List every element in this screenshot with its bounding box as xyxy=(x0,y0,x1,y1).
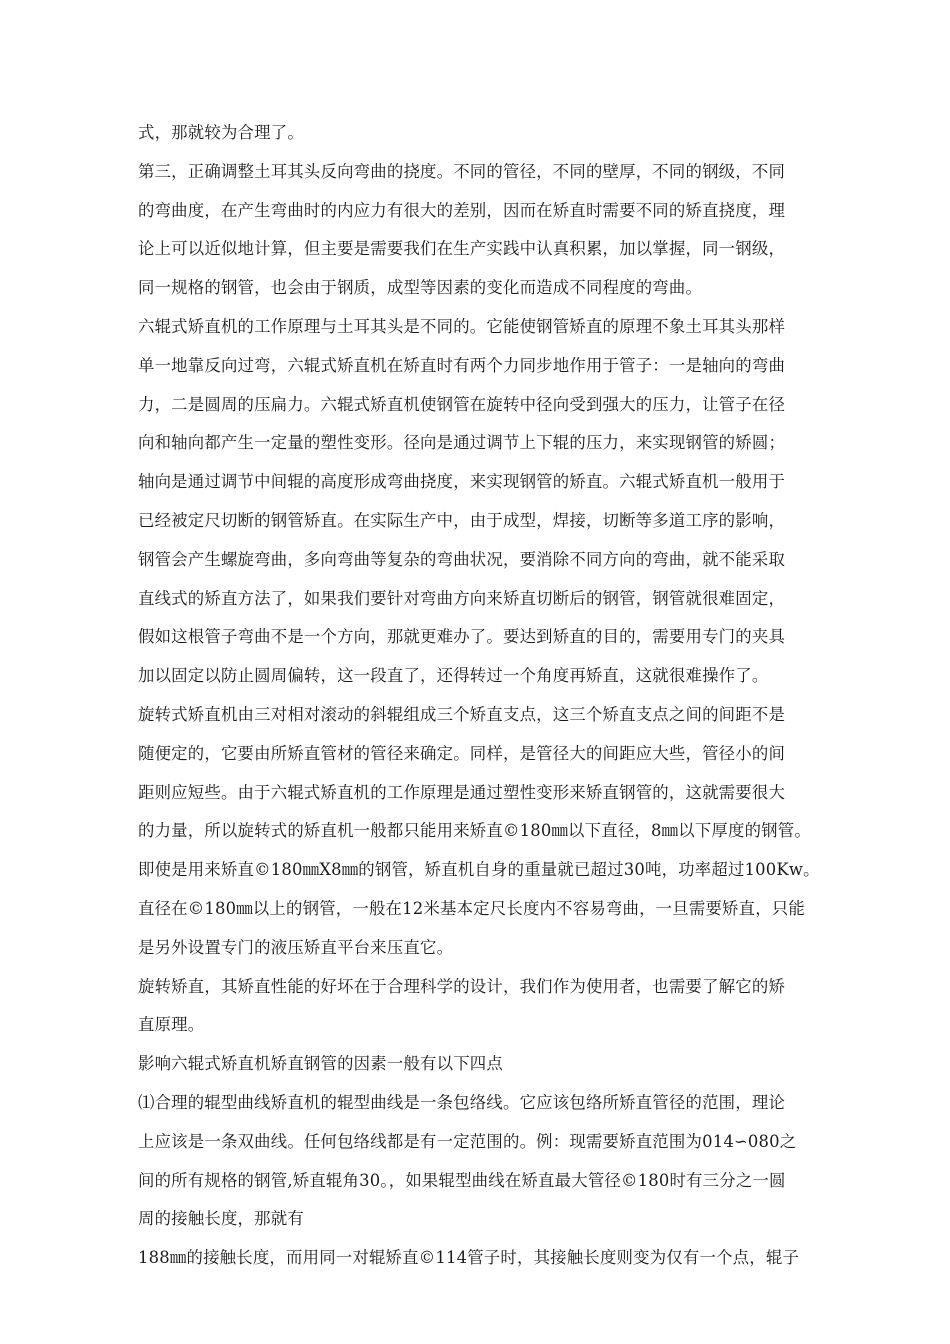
text-line: 轴向是通过调节中间辊的高度形成弯曲挠度，来实现钢管的矫直。六辊式矫直机一般用于 xyxy=(138,472,786,492)
text-line: 直原理。 xyxy=(138,1015,205,1035)
text-line: 距则应短些。由于六辊式矫直机的工作原理是通过塑性变形来矫直钢管的，这就需要很大 xyxy=(138,782,786,802)
text-line: 影响六辊式矫直机矫直钢管的因素一般有以下四点 xyxy=(138,1054,503,1074)
text-line: 加以固定以防止圆周偏转，这一段直了，还得转过一个角度再矫直，这就很难操作了。 xyxy=(138,666,769,686)
text-line: 单一地靠反向过弯，六辊式矫直机在矫直时有两个力同步地作用于管子：一是轴向的弯曲 xyxy=(138,355,786,375)
text-line: 已经被定尺切断的钢管矫直。在实际生产中，由于成型，焊接，切断等多道工序的影响， xyxy=(138,510,786,530)
text-line: 直线式的矫直方法了，如果我们要针对弯曲方向来矫直切断后的钢管，钢管就很难固定， xyxy=(138,588,786,608)
text-line: 论上可以近似地计算，但主要是需要我们在生产实践中认真积累，加以掌握，同一钢级， xyxy=(138,239,786,259)
text-line: 第三，正确调整土耳其头反向弯曲的挠度。不同的管径，不同的壁厚，不同的钢级，不同 xyxy=(138,161,786,181)
text-line: 188㎜的接触长度，而用同一对辊矫直©114管子时，其接触长度则变为仅有一个点，辊子 xyxy=(138,1248,800,1268)
body-text xyxy=(138,114,828,1278)
text-line: 力，二是圆周的压扁力。六辊式矫直机使钢管在旋转中径向受到强大的压力，让管子在径 xyxy=(138,394,786,414)
text-line: 钢管会产生螺旋弯曲，多向弯曲等复杂的弯曲状况，要消除不同方向的弯曲，就不能采取 xyxy=(138,549,786,569)
text-line: 假如这根管子弯曲不是一个方向，那就更难办了。要达到矫直的目的，需要用专门的夹具 xyxy=(138,627,786,647)
text-line: 间的所有规格的钢管,矫直辊角30。，如果辊型曲线在矫直最大管径©180时有三分之一圆 xyxy=(138,1170,786,1190)
text-line: 直径在©180㎜以上的钢管，一般在12米基本定尺长度内不容易弯曲，一旦需要矫直，只能 xyxy=(138,898,805,918)
text-line: 是另外设置专门的液压矫直平台来压直它。 xyxy=(138,937,454,957)
text-line: 上应该是一条双曲线。任何包络线都是有一定范围的。例：现需要矫直范围为014∽080之 xyxy=(138,1131,797,1151)
text-line: 即使是用来矫直©180㎜X8㎜的钢管，矫直机自身的重量就已超过30吨，功率超过100Kw。 xyxy=(138,860,820,880)
text-line: 周的接触长度，那就有 xyxy=(138,1209,304,1229)
text-line: 式，那就较为合理了。 xyxy=(138,123,304,142)
text-line: 的力量，所以旋转式的矫直机一般都只能用来矫直©180㎜以下直径，8㎜以下厚度的钢管。 xyxy=(138,821,811,841)
text-line: 旋转式矫直机由三对相对滚动的斜辊组成三个矫直支点，这三个矫直支点之间的间距不是 xyxy=(138,704,786,724)
text-line: 的弯曲度，在产生弯曲时的内应力有很大的差别，因而在矫直时需要不同的矫直挠度，理 xyxy=(138,200,786,220)
text-line: 向和轴向都产生一定量的塑性变形。径向是通过调节上下辊的压力，来实现钢管的矫圆； xyxy=(138,433,786,453)
text-line: 同一规格的钢管，也会由于钢质，成型等因素的变化而造成不同程度的弯曲。 xyxy=(138,278,703,298)
text-line: ⑴合理的辊型曲线矫直机的辊型曲线是一条包络线。它应该包络所矫直管径的范围，理论 xyxy=(138,1092,786,1112)
text-line: 六辊式矫直机的工作原理与土耳其头是不同的。它能使钢管矫直的原理不象土耳其头那样 xyxy=(138,316,786,336)
text-line: 旋转矫直，其矫直性能的好坏在于合理科学的设计，我们作为使用者，也需要了解它的矫 xyxy=(138,976,786,996)
text-line: 随便定的，它要由所矫直管材的管径来确定。同样，是管径大的间距应大些，管径小的间 xyxy=(138,743,786,763)
